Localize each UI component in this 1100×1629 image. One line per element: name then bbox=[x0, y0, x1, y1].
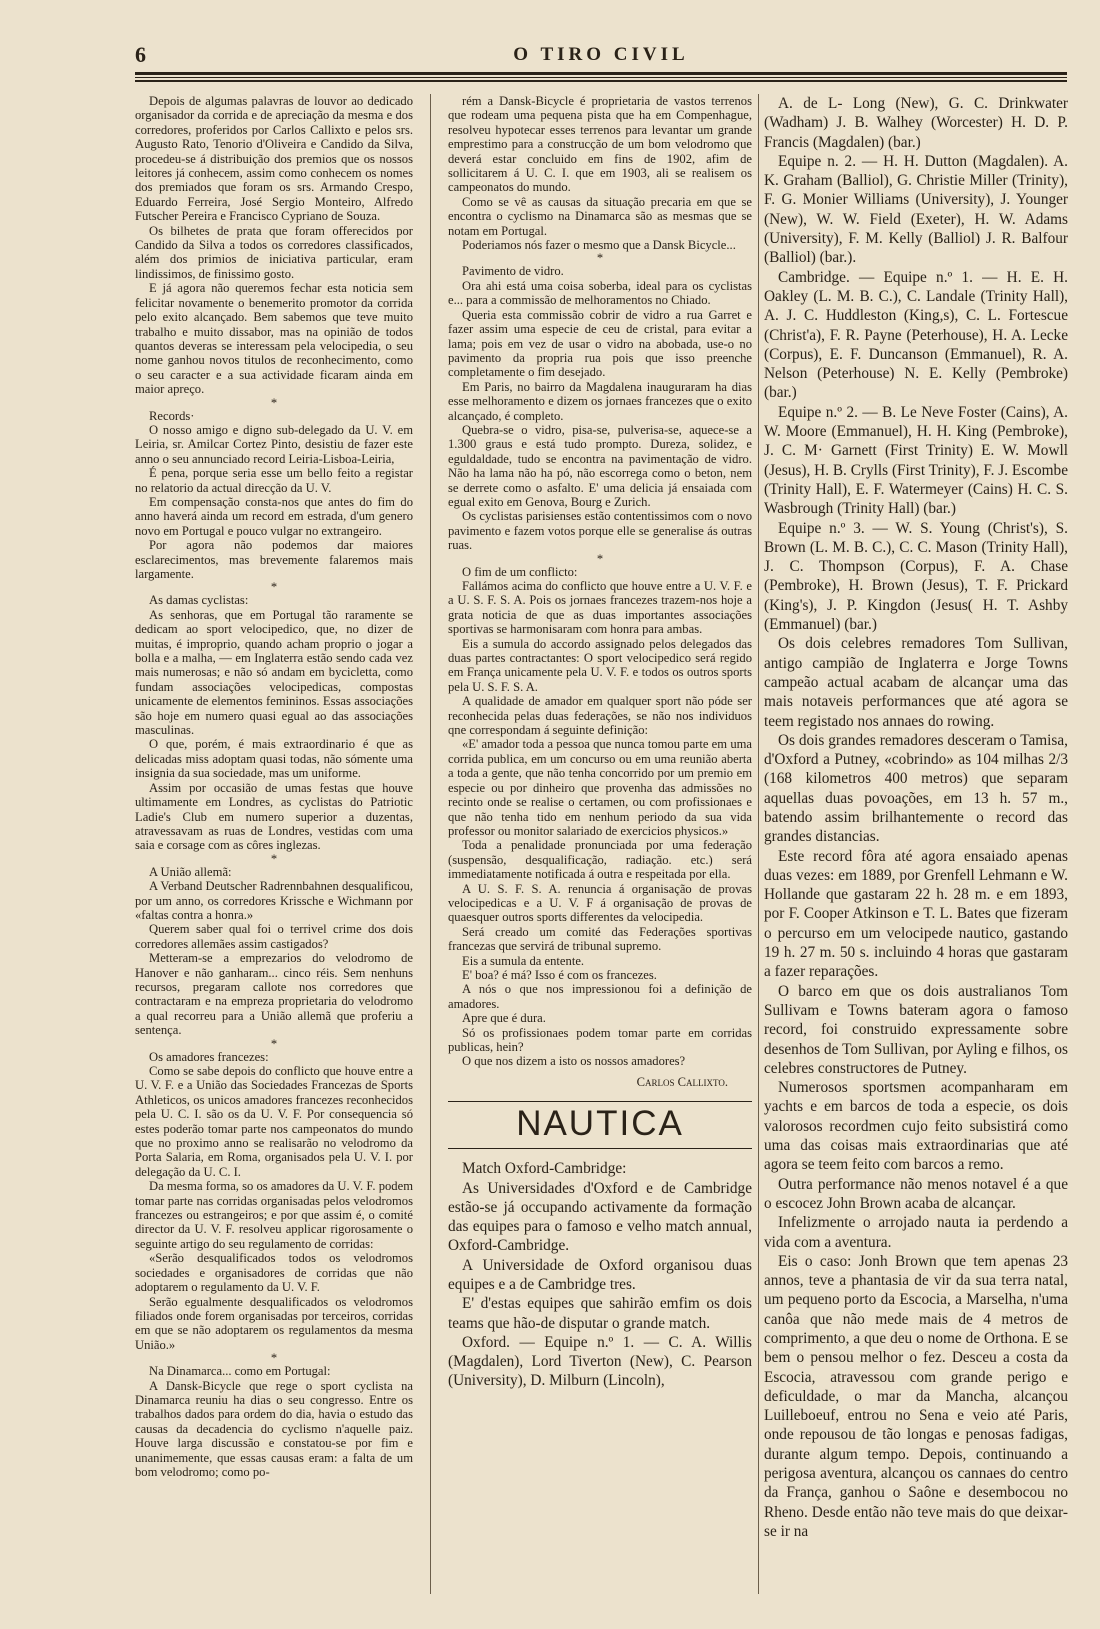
paragraph: Eis a sumula do accordo assignado pelos delegados das duas partes contractantes: O sport velocipedico será regido em França unicamente pela U. V. F. e todos os outros sports pela U. S. F. S. A. bbox=[448, 636, 752, 694]
header-rule bbox=[135, 80, 1067, 82]
paragraph: E já agora não queremos fechar esta noticia sem felicitar novamente o benemerito promotor da corrida pelo exito alcançado. Bem sabemos que teve muito trabalho e muito dissabor, mas na opinião de todos quantos deveras se interessam pela velocipedia, o seu nome ganhou novos titulos de reconhecimento, como o seu caracter e a sua actividade ficaram ainda em maior apreço. bbox=[135, 281, 413, 397]
paragraph: Os dois celebres remadores Tom Sullivan, antigo campião de Inglaterra e Jorge Towns campeão actual acabam de alcançar uma das mais notaveis performances que até agora se teem registado nos annaes do rowing. bbox=[764, 635, 1068, 730]
paragraph: Match Oxford-Cambridge: bbox=[462, 1160, 627, 1178]
paragraph: A União allemã: bbox=[149, 864, 232, 879]
section-separator: * bbox=[270, 1351, 278, 1366]
paragraph: Quebra-se o vidro, pisa-se, pulverisa-se, aquece-se a 1.300 graus e está tudo prompto. Dureza, solidez, e eguldaldade, tudo se encontra na pavimentação de vidro. Não ha lama não ha pó, não escorrega como o beton, nem se derrete como o asfalto. E' uma delicia já ensaiada com egual exito em Genova, Bourg e Zurich. bbox=[448, 422, 752, 509]
section-separator: * bbox=[596, 551, 604, 566]
paragraph: Será creado um comité das Federações sportivas francezas que servirá de tribunal supremo. bbox=[448, 924, 752, 954]
paragraph: Como se sabe depois do conflicto que houve entre a U. V. F. e a União das Sociedades Francezas de Sports Athleticos, os unicos amadores francezes reconhecidos pela U. C. I. são os da U. V. F. Por consequencia só estes poderão tomar parte nos campeonatos do mundo que no proximo anno se realisarão no velodromo da Porta Salaria, em Roma, organisados pela U. V. I. por delegação da U. C. I. bbox=[135, 1064, 413, 1179]
paragraph: Assim por occasião de umas festas que houve ultimamente em Londres, as cyclistas do Patriotic Ladie's Club em numero superior a duzentas, atravessavam as ruas de Londres, vestidas com uma saia e corsage com as côres inglezas. bbox=[135, 780, 413, 853]
masthead-title: O TIRO CIVIL bbox=[513, 44, 689, 65]
paragraph: Serão egualmente desqualificados os velodromos filiados onde forem organisadas por terceiros, corridas em que se não adoptarem os regulamentos da mesma União.» bbox=[135, 1294, 413, 1352]
section-separator: * bbox=[270, 1036, 278, 1051]
paragraph: Só os profissionaes podem tomar parte em corridas publicas, hein? bbox=[448, 1025, 752, 1054]
column-3 bbox=[764, 94, 1068, 1594]
paragraph: Os bilhetes de prata que foram offerecidos por Candido da Silva a todos os corredores classificados, além dos primios de iniciativa particular, eram lindissimos, de finissimo gosto. bbox=[135, 223, 413, 281]
paragraph: Outra performance não menos notavel é a que o escocez John Brown acaba de alcançar. bbox=[764, 1175, 1068, 1212]
paragraph: Como se vê as causas da situação precaria em que se encontra o cyclismo na Dinamarca são as mesmas que se notam em Portugal. bbox=[448, 194, 752, 238]
paragraph: Queria esta commissão cobrir de vidro a rua Garret e fazer assim uma especie de ceu de cristal, para evitar a lama; pois em vez de usar o vidro na abobada, use-o no pavimento da propria rua pois que isso preenche completamente o fim desejado. bbox=[448, 307, 752, 380]
paragraph: rém a Dansk-Bicycle é proprietaria de vastos terrenos que rodeam uma pequena pista que ha em Compenhague, resolveu hypotecar esses terrenos para levantar um grande emprestimo para a construcção de um bom velodromo que deverá estar concluido em fins de 1902, afim de sollicitarem á U. C. I. que em 1903, ali se realisem os campeonatos do mundo. bbox=[448, 94, 752, 195]
header-rule bbox=[135, 77, 1067, 78]
paragraph: As Universidades d'Oxford e de Cambridge estão-se já occupando activamente da formação das equipes para o famoso e velho match annual, Oxford-Cambridge. bbox=[448, 1179, 752, 1255]
section-separator: * bbox=[596, 251, 604, 266]
paragraph: E' d'estas equipes que sahirão emfim os dois teams que hão-de disputar o grande match. bbox=[448, 1295, 752, 1332]
column-1 bbox=[135, 94, 413, 1594]
paragraph: Eis o caso: Jonh Brown que tem apenas 23 annos, teve a phantasia de vir da sua terra natal, um pequeno porto da Escocia, a Marselha, n'uma canôa que não mede mais de 4 metros de comprimento, a que deu o nome de Orthona. E se bem o pensou melhor o fez. Desceu a costa da Escocia, atravessou com grande perigo e deficuldade, o mar da Mancha, alcançou Luilleboeuf, entrou no Sena e veio até Paris, onde repousou de tão longas e penosas fadigas, durante algum tempo. Depois, continuando a perigosa aventura, alcançou os cannaes do centro da França, ganhou o Saône e desembocou no Rheno. Desde então não teve mais do que deixar-se ir na bbox=[764, 1252, 1068, 1540]
paragraph: O nosso amigo e digno sub-delegado da U. V. em Leiria, sr. Amilcar Cortez Pinto, desistiu de fazer este anno o seu annunciado record Leiria-Lisboa-Leiria, bbox=[135, 422, 413, 466]
paragraph: Em Paris, no bairro da Magdalena inauguraram ha dias esse melhoramento e dizem os jornaes francezes que o exito alcançado, é completo. bbox=[448, 379, 752, 423]
paragraph: A Universidade de Oxford organisou duas equipes e a de Cambridge tres. bbox=[448, 1256, 752, 1293]
header-rule bbox=[135, 72, 1067, 75]
paragraph: Poderiamos nós fazer o mesmo que a Dansk Bicycle... bbox=[462, 238, 736, 253]
paragraph: As damas cyclistas: bbox=[149, 593, 249, 608]
paragraph: Ora ahi está uma coisa soberba, ideal para os cyclistas e... para a commissão de melhoramentos no Chiado. bbox=[448, 278, 752, 308]
paragraph: Por agora não podemos dar maiores esclarecimentos, mas brevemente falaremos mais largamente. bbox=[135, 538, 413, 581]
paragraph: Equipe n.º 3. — W. S. Young (Christ's), S. Brown (L. M. B. C.), C. C. Mason (Trinity Hall), J. C. Thompson (Corpus), F. A. Chase (Pembroke), H. Brown (Jesus), T. F. Prickard (King's), J. P. Kingdon (Jesus( H. T. Ashby (Emmanuel) (bar.) bbox=[764, 519, 1068, 634]
paragraph: Os dois grandes remadores desceram o Tamisa, d'Oxford a Putney, «cobrindo» as 104 milhas 2/3 (168 kilometros 400 metros) que separam aquellas duas povoações, em 13 h. 57 m., batendo assim brilhantemente o record das grandes distancias. bbox=[764, 731, 1068, 846]
section-header-box bbox=[448, 1101, 752, 1149]
paragraph: Equipe n.º 2. — B. Le Neve Foster (Cains), A. W. Moore (Emmanuel), H. H. King (Pembroke), J. C. M· Garnett (First Trinity) E. W. Mowll (Jesus), H. B. Crylls (First Trinity), F. J. Escombe (Trinity Hall), E. F. Watermeyer (Cains) H. C. S. Wasbrough (Trinity Hall) (bar.) bbox=[764, 403, 1068, 518]
section-title: NAUTICA bbox=[516, 1104, 684, 1144]
paragraph: Oxford. — Equipe n.º 1. — C. A. Willis (Magdalen), Lord Tiverton (New), C. Pearson (University), D. Milburn (Lincoln), bbox=[448, 1333, 752, 1390]
paragraph: Numerosos sportsmen acompanharam em yachts e em barcos de toda a especie, os dois valorosos recordmen cujo feito subsistirá como uma das coisas mais extraordinarias que até agora se teem feito com barcos a remo. bbox=[764, 1079, 1068, 1174]
section-separator: * bbox=[270, 580, 278, 595]
paragraph: Toda a penalidade pronunciada por uma federação (suspensão, desqualificação, radiação. etc.) será immediatamente notificada á outra e respeitada por ella. bbox=[448, 838, 752, 882]
paragraph: Apre que é dura. bbox=[462, 1011, 546, 1026]
page-header bbox=[135, 42, 1067, 72]
paragraph: Equipe n. 2. — H. H. Dutton (Magdalen). A. K. Graham (Balliol), G. Christie Miller (Trinity), F. G. Monier Williams (University), J. Younger (New), W. W. Field (Exeter), H. W. Adams (University), F. M. Kelly (Balliol) J. R. Balfour (Balliol) (bar.). bbox=[764, 152, 1068, 267]
paragraph: Da mesma forma, so os amadores da U. V. F. podem tomar parte nas corridas organisadas pelos velodromos francezes ou estrangeiros; e por que assim é, o comité director da U. V. F. resolveu applicar rigorosamente o seguinte artigo do seu regulamento de corridas: bbox=[135, 1179, 413, 1251]
column-2-articles bbox=[448, 94, 752, 1069]
paragraph: Records· bbox=[149, 408, 195, 423]
paragraph: Fallámos acima do conflicto que houve entre a U. V. F. e a U. S. F. S. A. Pois os jornaes francezes trazem-nos hoje a grata noticia de que as duas importantes associações sportivas se harmonisaram com honra para ambas. bbox=[448, 579, 752, 637]
column-divider bbox=[430, 94, 431, 1594]
paragraph: Depois de algumas palavras de louvor ao dedicado organisador da corrida e de apreciação da mesma e dos corredores, proferidos por Carlos Callixto e pelos srs. Augusto Rato, Tenorio d'Oliveira e Candido da Silva, procedeu-se á distribuição dos premios que os nossos leitores já conhecem, assim como conhecem os nomes dos premiados que foram os srs. Armando Crespo, Eduardo Ferreira, José Sergio Monteiro, Alfredo Futscher Pereira e Francisco Cypriano de Souza. bbox=[135, 94, 413, 224]
paragraph: A nós o que nos impressionou foi a definição de amadores. bbox=[448, 982, 752, 1011]
paragraph: Metteram-se a emprezarios do velodromo de Hanover e não ganharam... cinco réis. Sem nenhuns recursos, pregaram callote nos corredores que contractaram e na empreza proprietaria do velodromo a qual recorreu para a União allemã que proferiu a sentença. bbox=[135, 951, 413, 1038]
paragraph: Os cyclistas parisienses estão contentissimos com o novo pavimento e fazem votos porque elle se generalise ás outras ruas. bbox=[448, 509, 752, 553]
paragraph: O que, porém, é mais extraordinario é que as delicadas miss adoptam quasi todas, não sómente uma insignia da sua sociedade, mas um uniforme. bbox=[135, 737, 413, 781]
paragraph: É pena, porque seria esse um bello feito a registar no relatorio da actual direcção da U. V. bbox=[135, 466, 413, 495]
paragraph: Na Dinamarca... como em Portugal: bbox=[149, 1364, 331, 1379]
paragraph: Este record fôra até agora ensaiado apenas duas vezes: em 1889, por Grenfell Lehmann e W. Hollande que gastaram 22 h. 28 m. e em 1893, por F. Cooper Atkinson e T. L. Bates que fizeram o percurso em um velocipede nautico, gastando 19 h. 27 m. 50 s. incluindo 4 horas que gastaram a fazer reparações. bbox=[764, 847, 1068, 981]
paragraph: A U. S. F. S. A. renuncia á organisação de provas velocipedicas e a U. V. F á organisação de provas de quaesquer outros sports differentes da velocipedia. bbox=[448, 881, 752, 925]
paragraph: Pavimento de vidro. bbox=[462, 264, 564, 279]
page-number: 6 bbox=[135, 42, 146, 67]
paragraph: Em compensação consta-nos que antes do fim do anno haverá ainda um record em estrada, d'um genero novo em Portugal e pouco vulgar no extrangeiro. bbox=[135, 494, 413, 538]
column-2 bbox=[448, 94, 752, 1594]
paragraph: O barco em que os dois australianos Tom Sullivam e Towns bateram agora o famoso record, foi construido expressamente sobre desenhos de Tom Sullivan, por Ayling e filhos, os celebres constructores de Putney. bbox=[764, 982, 1068, 1077]
article-signature: Carlos Callixto. bbox=[636, 1074, 728, 1089]
nautica-article bbox=[448, 1159, 752, 1391]
paragraph: A Verband Deutscher Radrennbahnen desqualificou, por um anno, os corredores Krissche e Wichmann por «faltas contra a honra.» bbox=[135, 879, 413, 922]
paragraph: Cambridge. — Equipe n.º 1. — H. E. H. Oakley (L. M. B. C.), C. Landale (Trinity Hall), A. J. C. Huddleston (King,s), C. L. Fortescue (Christ'a), F. R. Payne (Peterhouse), H. A. Lecke (Corpus), E. F. Duncanson (Emmanuel), R. A. Nelson (Peterhouse) N. E. Kelly (Pembroke) (bar.) bbox=[764, 268, 1068, 402]
paragraph: Eis a sumula da entente. bbox=[462, 953, 585, 968]
paragraph: Infelizmente o arrojado nauta ia perdendo a vida com a aventura. bbox=[764, 1214, 1068, 1251]
paragraph: A. de L- Long (New), G. C. Drinkwater (Wadham) J. B. Walhey (Worcester) H. D. P. Francis (Magdalen) (bar.) bbox=[764, 95, 1068, 151]
section-separator: * bbox=[270, 395, 278, 410]
paragraph: Os amadores francezes: bbox=[149, 1049, 269, 1064]
paragraph: A Dansk-Bicycle que rege o sport cyclista na Dinamarca reuniu ha dias o seu congresso. Entre os trabalhos dados para ordem do dia, havia o estudo das causas da decadencia do cyclismo n'aquelle paiz. Houve larga discussão e constatou-se por fim e unanimemente, que essas causas eram: a falta de um bom velodromo; como po- bbox=[135, 1378, 413, 1479]
paragraph: Querem saber qual foi o terrivel crime dos dois corredores allemães assim castigados? bbox=[135, 922, 413, 951]
paragraph: O que nos dizem a isto os nossos amadores? bbox=[462, 1054, 686, 1069]
paragraph: «Serão desqualificados todos os velodromos sociedades e organisadores de corridas que não adoptarem o regulamento da U. V. F. bbox=[135, 1251, 413, 1295]
paragraph: E' boa? é má? Isso é com os francezes. bbox=[462, 967, 657, 982]
paragraph: A qualidade de amador em qualquer sport não póde ser reconhecida pelas duas federações, se não nos individuos qne correspondam á seguinte definição: bbox=[448, 694, 752, 738]
column-divider bbox=[758, 94, 759, 1594]
paragraph: «E' amador toda a pessoa que nunca tomou parte em uma corrida publica, em um concurso ou em uma reunião aberta a toda a gente, que não tenha concorrido por um premio em especie ou por dinheiro que provenha das admissões no recinto onde se realise o certamen, ou com profissionaes e que não tenha tido em nenhum periodo da sua vida professor ou monitor salariado de exercicios physicos.» bbox=[448, 737, 752, 838]
section-separator: * bbox=[270, 851, 278, 866]
paragraph: As senhoras, que em Portugal tão raramente se dedicam ao sport velocipedico, que, no dizer de muitas, é improprio, quando acham proprio o jogar a bolla e a malha, — em Inglaterra estão sendo cada vez mais numerosas; e não só andam em bycicletta, como fundam associações velocipedicas, compostas unicamente de elementos femininos. Essas associações são hoje em numero quasi egual ao das associações masculinas. bbox=[135, 607, 413, 738]
paragraph: O fim de um conflicto: bbox=[462, 564, 578, 579]
